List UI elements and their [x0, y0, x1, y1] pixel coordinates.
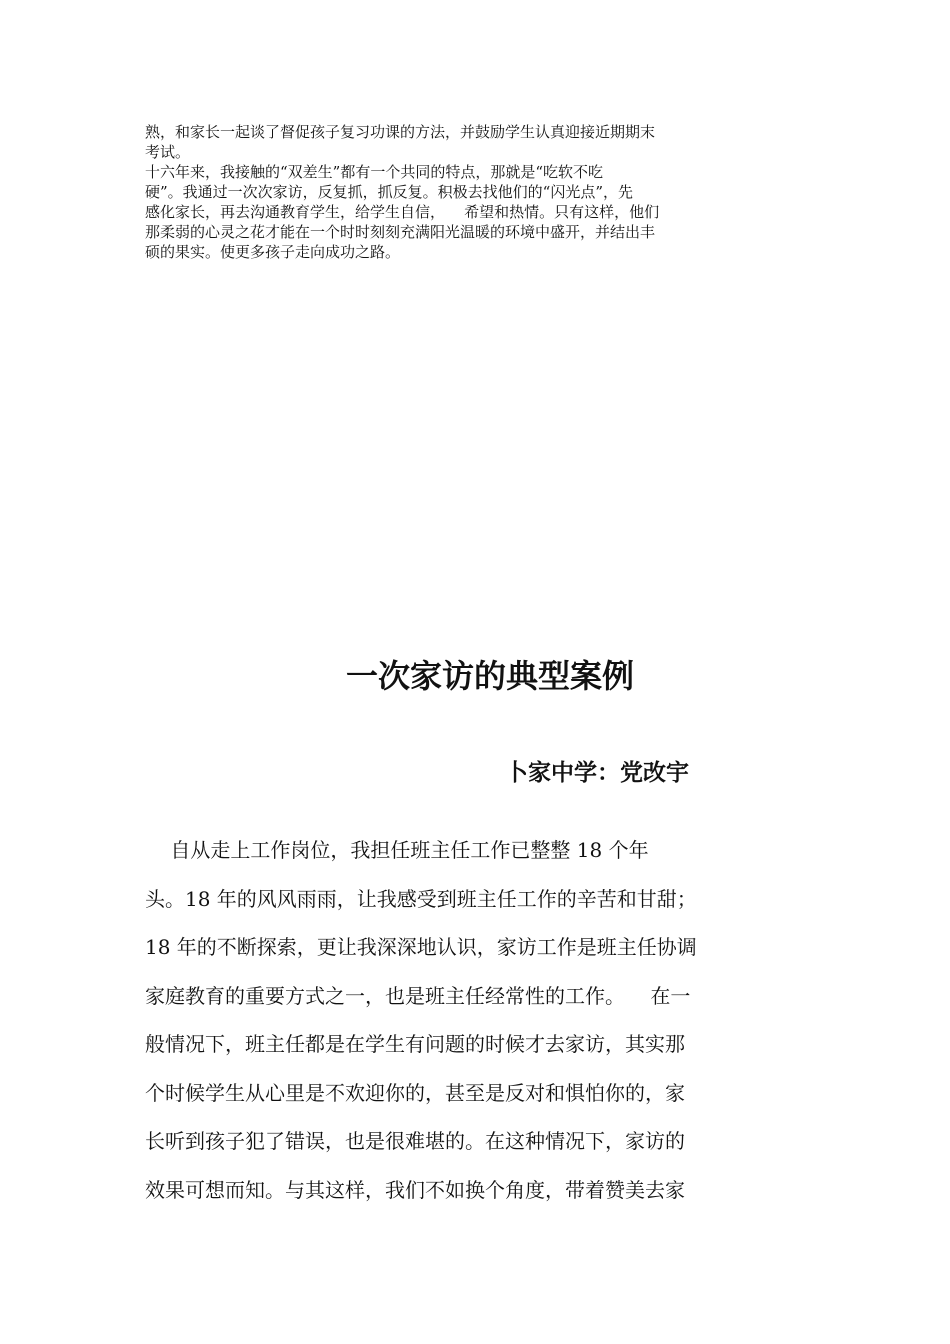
body-line: 效果可想而知。与其这样，我们不如换个角度，带着赞美去家	[145, 1177, 685, 1202]
body-line: 个时候学生从心里是不欢迎你的，甚至是反对和惧怕你的，家	[145, 1080, 685, 1105]
body-line: 自从走上工作岗位，我担任班主任工作已整整 18 个年	[145, 838, 649, 862]
body-line: 家庭教育的重要方式之一，也是班主任经常性的工作。 在一	[145, 983, 691, 1008]
text-line: 十六年来，我接触的“双差生”都有一个共同的特点，那就是“吃软不吃	[145, 163, 604, 181]
text-line: 熟，和家长一起谈了督促孩子复习功课的方法，并鼓励学生认真迎接近期期末	[145, 123, 656, 141]
body-line: 般情况下，班主任都是在学生有问题的时候才去家访，其实那	[145, 1032, 685, 1056]
article-body	[145, 826, 815, 1214]
previous-page-text	[145, 122, 805, 262]
text-line: 那柔弱的心灵之花才能在一个时时刻刻充满阳光温暖的环境中盛开，并结出丰	[145, 223, 656, 241]
text-line: 硕的果实。使更多孩子走向成功之路。	[145, 243, 401, 261]
body-line: 18 年的不断探索，更让我深深地认识，家访工作是班主任协调	[145, 935, 697, 959]
article-author: 卜家中学：党改宇	[505, 760, 689, 786]
text-line: 硬”。我通过一次次家访，反复抓，抓反复。积极去找他们的“闪光点”，先	[145, 183, 634, 201]
text-line: 考试。	[145, 143, 191, 161]
article-title: 一次家访的典型案例	[345, 657, 634, 695]
body-line: 长听到孩子犯了错误，也是很难堪的。在这种情况下，家访的	[145, 1129, 685, 1153]
body-line: 头。18 年的风风雨雨，让我感受到班主任工作的辛苦和甘甜；	[145, 886, 697, 911]
text-line: 感化家长，再去沟通教育学生，给学生自信， 希望和热情。只有这样，他们	[145, 203, 660, 221]
